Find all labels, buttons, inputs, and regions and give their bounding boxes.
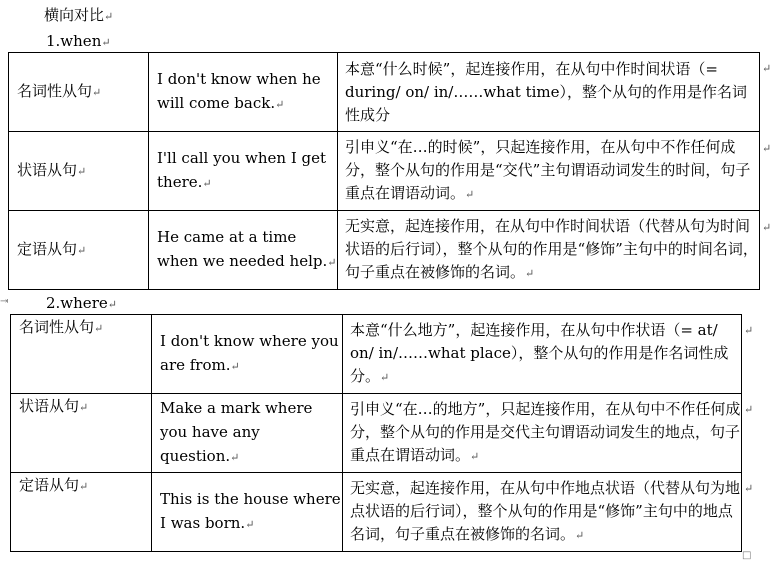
explanation-cell (343, 394, 742, 473)
table-row (9, 211, 760, 290)
explanation-text: 无实意，起连接作用，在从句中作地点状语（代替从句为地点状语的后行词），整个从句的作用是“修饰”主句中的地点名词，句子重点在被修饰的名词。 (350, 479, 741, 543)
clause-type-cell (9, 53, 149, 132)
clause-type: 定语从句 (17, 240, 78, 258)
paragraph-mark-icon: ↵ (275, 98, 285, 111)
paragraph-mark-icon: ↵ (245, 518, 255, 531)
paragraph-mark-icon: ↵ (202, 177, 212, 190)
explanation-text: 引申义“在…的地方”，只起连接作用，在从句中不作任何成分，整个从句的作用是交代主句谓语动词发生的地点，句子重点在谓语动词。 (350, 400, 741, 464)
explanation-cell (338, 211, 760, 290)
table-row (11, 394, 742, 473)
paragraph-mark-icon: ↵ (101, 36, 111, 49)
paragraph-mark-icon: ↵ (470, 450, 480, 463)
explanation-text: 引申义“在…的时候”，只起连接作用，在从句中不作任何成分，整个从句的作用是“交代”主句谓语动词发生的时间，句子重点在谓语动词。 (345, 138, 751, 202)
example-sentence: I'll call you when I get there. (157, 149, 327, 191)
row-end-mark-icon: ↵ (762, 221, 771, 234)
example-sentence: I don't know when he will come back. (157, 70, 321, 112)
clause-type: 状语从句 (17, 161, 78, 179)
explanation-text: 无实意，起连接作用，在从句中作时间状语（代替从句为时间状语的后行词），整个从句的作用是“修饰”主句中的时间名词，句子重点在被修饰的名词。 (345, 217, 758, 281)
paragraph-mark-icon: ↵ (575, 529, 585, 542)
paragraph-mark-icon: ↵ (107, 298, 117, 311)
paragraph-mark-icon: ↵ (230, 360, 240, 373)
section1-title (46, 32, 111, 52)
example-cell (149, 53, 338, 132)
paragraph-mark-icon: ↵ (92, 86, 102, 99)
paragraph-mark-icon: ↵ (380, 371, 390, 384)
row-end-mark-icon: ↵ (744, 482, 754, 495)
heading-text: 横向对比 (44, 6, 105, 24)
table-row (9, 53, 760, 132)
paragraph-mark-icon: ↵ (525, 267, 535, 280)
example-sentence: Make a mark where you have any question. (160, 399, 313, 465)
example-cell (149, 211, 338, 290)
paragraph-mark-icon: ↵ (327, 256, 337, 269)
explanation-text: 本意“什么地方”，起连接作用，在从句中作状语（= at/ on/ in/……what place），整个从句的作用是作名词性成分。 (350, 321, 729, 385)
table-row (9, 132, 760, 211)
example-cell (152, 315, 343, 394)
clause-type-cell (11, 473, 152, 552)
section1-title-text: 1.when (46, 32, 102, 50)
example-sentence: I don't know where you are from. (160, 332, 339, 374)
example-cell (152, 394, 343, 473)
paragraph-mark-icon: ↵ (94, 322, 104, 335)
example-sentence: He came at a time when we needed help. (157, 228, 328, 270)
table-resize-handle-icon[interactable]: □ (742, 550, 752, 561)
explanation-cell (338, 132, 760, 211)
section2-title (46, 294, 117, 314)
explanation-cell (338, 53, 760, 132)
when-table (8, 52, 760, 290)
paragraph-mark-icon: ↵ (79, 401, 89, 414)
example-sentence: This is the house where I was born. (160, 490, 341, 532)
row-end-mark-icon: ↵ (744, 403, 754, 416)
section2-title-text: 2.where (46, 294, 108, 312)
clause-type: 名词性从句 (19, 318, 95, 336)
table-row (11, 315, 742, 394)
clause-type: 状语从句 (19, 397, 80, 415)
paragraph-mark-icon: ↵ (77, 165, 87, 178)
paragraph-mark-icon: ↵ (79, 480, 89, 493)
paragraph-mark-icon: ↵ (77, 244, 87, 257)
example-cell (152, 473, 343, 552)
row-end-mark-icon: ↵ (744, 324, 754, 337)
table-row (11, 473, 742, 552)
explanation-cell (343, 473, 742, 552)
paragraph-mark-icon: ↵ (230, 451, 240, 464)
paragraph-mark-icon: ↵ (465, 188, 475, 201)
clause-type-cell (11, 315, 152, 394)
clause-type: 名词性从句 (17, 82, 93, 100)
explanation-text: 本意“什么时候”，起连接作用，在从句中作时间状语（= during/ on/ in/……what time），整个从句的作用是作名词性成分 (345, 59, 748, 124)
paragraph-mark-icon: ↵ (104, 10, 114, 23)
move-handle-icon[interactable]: ⇥ (0, 296, 9, 307)
clause-type-cell (9, 211, 149, 290)
clause-type-cell (9, 132, 149, 211)
heading (44, 6, 113, 26)
row-end-mark-icon: ↵ (762, 142, 771, 155)
example-cell (149, 132, 338, 211)
where-table (10, 314, 742, 552)
explanation-cell (343, 315, 742, 394)
clause-type: 定语从句 (19, 476, 80, 494)
clause-type-cell (11, 394, 152, 473)
row-end-mark-icon: ↵ (762, 62, 771, 75)
